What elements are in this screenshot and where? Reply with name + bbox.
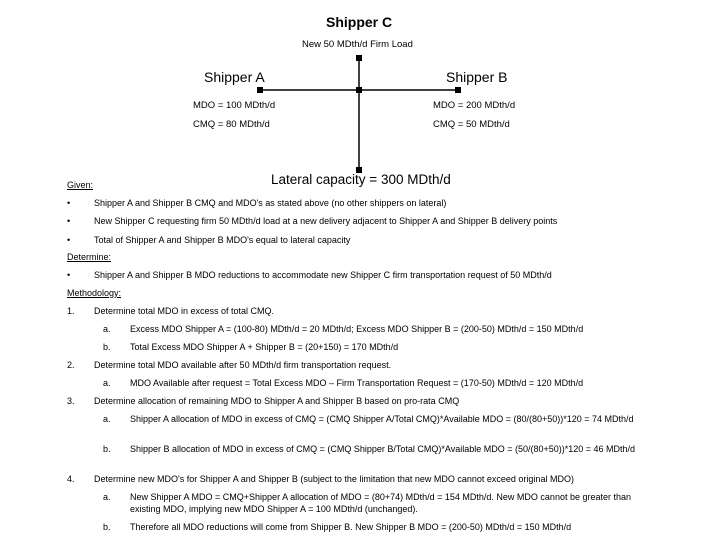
determine-heading: Determine: <box>67 252 112 262</box>
given-bullet-1: • <box>67 198 71 208</box>
step-1a-text: Excess MDO Shipper A = (100-80) MDth/d = 20 MDth/d; Excess MDO Shipper B = (200-50) MDth/d = 150 MDth/d <box>130 324 584 334</box>
shipper-a-mdo: MDO = 100 MDth/d <box>193 100 276 111</box>
step-3a-letter: a. <box>103 414 111 424</box>
given-item-2: New Shipper C requesting firm 50 MDth/d load at a new delivery adjacent to Shipper A and Shipper B delivery points <box>94 216 558 226</box>
step-3b-letter: b. <box>103 444 111 454</box>
step-4b-text: Therefore all MDO reductions will come from Shipper B. New Shipper B MDO = (200-50) MDth/d = 150 MDth/d <box>130 522 572 532</box>
shipper-c-subtitle: New 50 MDth/d Firm Load <box>302 39 413 50</box>
given-item-1: Shipper A and Shipper B CMQ and MDO's as stated above (no other shippers on lateral) <box>94 198 447 208</box>
step-4a-text: New Shipper A MDO = CMQ+Shipper A allocation of MDO = (80+74) MDth/d = 154 MDth/d. New MDO cannot be greater than existing MDO, implying new MDO Shipper A = 100 MDth/d (unchanged). <box>130 492 631 514</box>
shipper-b-mdo: MDO = 200 MDth/d <box>433 100 516 111</box>
step-1b-text: Total Excess MDO Shipper A + Shipper B = (20+150) = 170 MDth/d <box>130 342 399 352</box>
given-bullet-3: • <box>67 235 71 245</box>
shipper-b-delivery-point <box>455 87 461 93</box>
determine-item-1: Shipper A and Shipper B MDO reductions to accommodate new Shipper C firm transportation request of 50 MDth/d <box>94 270 552 280</box>
step-4-number: 4. <box>67 474 75 484</box>
junction-point <box>356 87 362 93</box>
step-1a-letter: a. <box>103 324 111 334</box>
given-heading: Given: <box>67 180 94 190</box>
shipper-a-delivery-point <box>257 87 263 93</box>
step-1-text: Determine total MDO in excess of total CMQ. <box>94 306 275 316</box>
step-2a-text: MDO Available after request = Total Excess MDO – Firm Transportation Request = (170-50) MDth/d = 120 MDth/d <box>130 378 584 388</box>
determine-bullet-1: • <box>67 270 71 280</box>
step-2-number: 2. <box>67 360 75 370</box>
step-1-number: 1. <box>67 306 75 316</box>
shipper-b-cmq: CMQ = 50 MDth/d <box>433 119 510 130</box>
shipper-c-delivery-point <box>356 55 362 61</box>
step-3b-text: Shipper B allocation of MDO in excess of CMQ = (CMQ Shipper B/Total CMQ)*Available MDO = (50/(80+50))*120 = 46 MDth/d <box>130 444 636 454</box>
given-item-3: Total of Shipper A and Shipper B MDO's equal to lateral capacity <box>94 235 351 245</box>
step-3-number: 3. <box>67 396 75 406</box>
shipper-a-name: Shipper A <box>204 69 265 85</box>
step-4a-letter: a. <box>103 492 111 502</box>
step-1b-letter: b. <box>103 342 111 352</box>
lateral-pipeline <box>260 58 458 170</box>
step-4b-letter: b. <box>103 522 111 532</box>
step-3a-text: Shipper A allocation of MDO in excess of CMQ = (CMQ Shipper A/Total CMQ)*Available MDO = (80/(80+50))*120 = 74 MDth/d <box>130 414 634 424</box>
step-3-text: Determine allocation of remaining MDO to Shipper A and Shipper B based on pro-rata CMQ <box>94 396 460 406</box>
methodology-heading: Methodology: <box>67 288 122 298</box>
step-2a-letter: a. <box>103 378 111 388</box>
shipper-b-name: Shipper B <box>446 69 508 85</box>
shipper-c-title: Shipper C <box>326 14 393 30</box>
step-4-text: Determine new MDO's for Shipper A and Shipper B (subject to the limitation that new MDO cannot exceed original MDO) <box>94 474 574 484</box>
shipper-a-cmq: CMQ = 80 MDth/d <box>193 119 270 130</box>
given-bullet-2: • <box>67 216 71 226</box>
lateral-capacity-label: Lateral capacity = 300 MDth/d <box>271 172 451 187</box>
step-2-text: Determine total MDO available after 50 MDth/d firm transportation request. <box>94 360 392 370</box>
